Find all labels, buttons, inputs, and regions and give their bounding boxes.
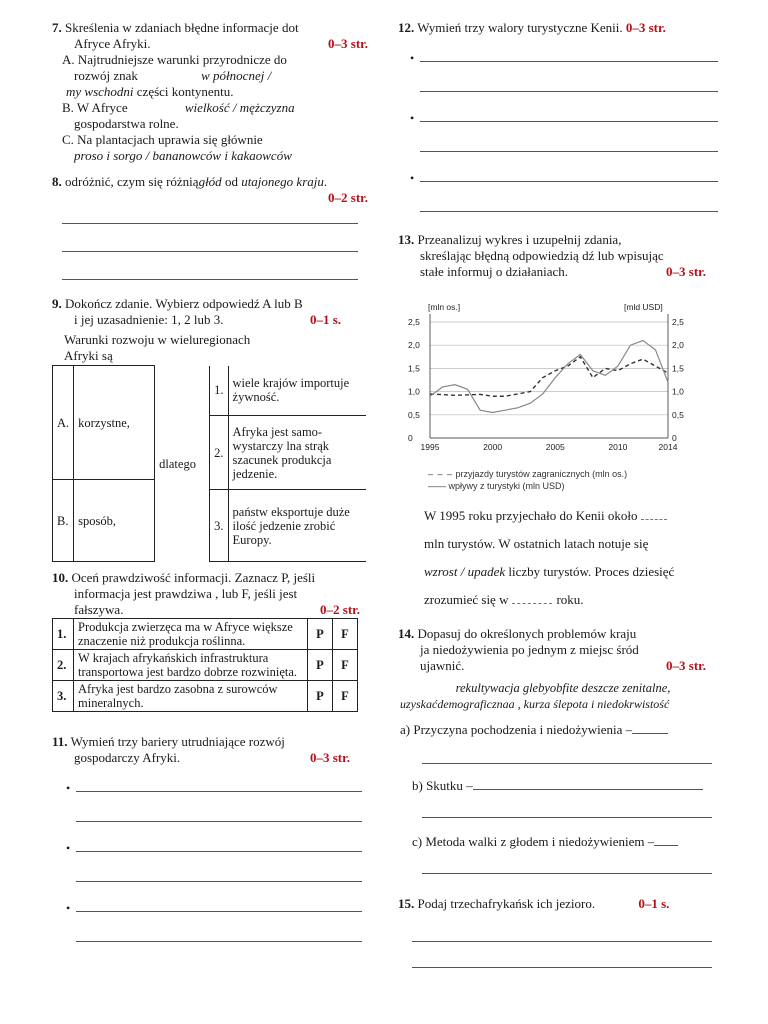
- q10-table: [52, 618, 358, 712]
- q11-answer-line-1b[interactable]: [76, 820, 362, 822]
- q7-prompt-line2: Afryce Afryki.: [74, 36, 151, 51]
- question-11: [52, 734, 368, 942]
- q8-points: 0–2 str.: [328, 190, 368, 205]
- series-line-arrivals: [430, 357, 668, 396]
- q10-row3-text: Afryka jest bardzo zasobna z surowców mineralnych.: [74, 681, 308, 712]
- q9-opt1-text: wiele krajów importuje żywność.: [228, 366, 366, 416]
- q7-a-line2b: w północnej /: [201, 68, 272, 83]
- q12-prompt: Wymień trzy walory turystyczne Kenii.: [417, 20, 623, 35]
- q10-row2-p[interactable]: P: [308, 650, 333, 681]
- y-tick-right: 0,5: [672, 409, 684, 420]
- q9-opt3-num[interactable]: 3.: [210, 490, 228, 562]
- bullet-icon: •: [410, 111, 415, 125]
- q11-prompt-line1: Wymień trzy bariery utrudniające rozwój: [70, 734, 285, 749]
- q9-opt3-text: państw eksportuje duże ilość jedzenie zrobić Europy.: [228, 490, 366, 562]
- q10-row3-f[interactable]: F: [333, 681, 358, 712]
- q14-c-label: c) Metoda walki z głodem i niedożywieniem –: [412, 834, 655, 849]
- q7-b-line2: gospodarstwa rolne.: [74, 116, 179, 131]
- y-tick-right: 1,5: [672, 363, 684, 374]
- x-tick-label: 2010: [608, 442, 628, 452]
- y-tick-left: 2,0: [408, 340, 420, 351]
- q14-c-blank[interactable]: [654, 844, 678, 846]
- q15-points: 0–1 s.: [638, 896, 670, 911]
- q8-number: 8.: [52, 174, 62, 189]
- right-column: [398, 20, 728, 968]
- q10-row2-text: W krajach afrykańskich infrastruktura transportowa jest bardzo dobrze rozwinięta.: [74, 650, 308, 681]
- left-column: [52, 20, 368, 942]
- q13-sentence3b: roku.: [556, 592, 584, 607]
- y-tick-left: 0,5: [408, 409, 420, 420]
- q14-word-bank-2: uzyskaćdemograficznaa , kurza ślepota i niedokrwistość: [400, 697, 670, 711]
- q11-prompt-line2: gospodarczy Afryki.: [74, 750, 181, 765]
- q7-b-line1b: wielkość / mężczyzna: [184, 100, 295, 115]
- q10-prompt-line2: informacja jest prawdziwa , lub F, jeśli jest: [74, 586, 298, 601]
- x-tick-label: 2005: [545, 442, 565, 452]
- q9-opt2-num[interactable]: 2.: [210, 416, 228, 490]
- q13-points: 0–3 str.: [666, 264, 706, 279]
- q10-row3-num: 3.: [53, 681, 74, 712]
- y-tick-right: 2,5: [672, 317, 684, 327]
- y-tick-left: 2,5: [408, 317, 420, 327]
- q14-prompt-line3: ujawnić.: [420, 658, 465, 673]
- q7-a-line3a: my wschodni: [66, 84, 134, 99]
- q10-row1-text: Produkcja zwierzęca ma w Afryce większe znaczenie niż produkcja roślinna.: [74, 619, 308, 650]
- q8-answer-line-2[interactable]: [62, 250, 358, 252]
- q13-prompt-line2: skreślając błędną odpowiedzią dź lub wpisując: [420, 248, 664, 263]
- question-15: [398, 896, 728, 968]
- q10-row1-num: 1.: [53, 619, 74, 650]
- q14-b-answer-line[interactable]: [422, 816, 712, 818]
- q13-number: 13.: [398, 232, 415, 247]
- q10-row2-f[interactable]: F: [333, 650, 358, 681]
- q11-answer-line-2b[interactable]: [76, 880, 362, 882]
- q14-a-label: a) Przyczyna pochodzenia i niedożywienia –: [400, 722, 633, 737]
- q11-answer-line-3[interactable]: [66, 901, 362, 915]
- q13-blank-2[interactable]: [512, 603, 552, 604]
- y-tick-right: 2,0: [672, 340, 684, 351]
- q11-answer-line-2[interactable]: [66, 841, 362, 855]
- q14-b-blank[interactable]: [473, 788, 703, 790]
- question-14: [398, 626, 728, 874]
- q12-answer-line-2b[interactable]: [420, 150, 718, 152]
- legend-arrivals-label: przyjazdy turystów zagranicznych (mln os.): [455, 469, 628, 479]
- q7-number: 7.: [52, 20, 62, 35]
- question-13: [398, 232, 728, 608]
- y-tick-left: 0: [408, 433, 413, 443]
- q14-points: 0–3 str.: [666, 658, 706, 673]
- q9-prompt-line1: Dokończ zdanie. Wybierz odpowiedź A lub B: [65, 296, 303, 311]
- q8-text-c: od: [224, 174, 238, 189]
- q9-a-label[interactable]: A.: [53, 366, 74, 480]
- q13-sentence2a[interactable]: wzrost / upadek: [424, 564, 506, 579]
- q7-prompt-line1: Skreślenia w zdaniach błędne informacje dot: [65, 20, 299, 35]
- question-9: [52, 296, 368, 562]
- series-line-revenue: [430, 341, 668, 413]
- q10-row2-num: 2.: [53, 650, 74, 681]
- q7-a-line2a: rozwój znak: [74, 68, 138, 83]
- question-8: [52, 174, 368, 280]
- q10-row-1: [53, 619, 358, 650]
- y-tick-right: 0: [672, 433, 677, 443]
- x-tick-label: 2000: [483, 442, 503, 452]
- x-tick-label: 2014: [658, 442, 678, 452]
- q14-a-answer-line[interactable]: [422, 762, 712, 764]
- legend-dashed-line-icon: – – –: [428, 469, 454, 479]
- q9-b-text: sposób,: [74, 480, 155, 562]
- q12-answer-line-1[interactable]: [410, 51, 718, 65]
- y-unit-right: [mld USD]: [624, 302, 663, 312]
- q8-text-b: głód: [198, 174, 222, 189]
- q7-c-line1: C. Na plantacjach uprawia się głównie: [62, 132, 263, 147]
- y-unit-left: [mln os.]: [428, 302, 461, 312]
- q10-row-3: [53, 681, 358, 712]
- q13-prompt-line3: stałe informuj o działaniach.: [420, 264, 569, 279]
- q13-prompt-line1: Przeanalizuj wykres i uzupełnij zdania,: [417, 232, 622, 247]
- q8-text-d: utajonego kraju: [241, 174, 324, 189]
- q10-prompt-line3: fałszywa.: [74, 602, 124, 617]
- q14-word-bank-1: rekultywacja glebyobfite deszcze zenitalne,: [455, 681, 671, 695]
- question-12: [398, 20, 728, 212]
- q7-points: 0–3 str.: [328, 36, 368, 51]
- q7-a-line3b: części kontynentu.: [136, 84, 234, 99]
- q14-prompt-line2: ja niedożywienia po jednym z miejsc śród: [420, 642, 639, 657]
- legend-solid-line-icon: ——: [428, 481, 446, 491]
- q9-intro-line1: Warunki rozwoju w wieluregionach: [64, 332, 251, 347]
- q14-number: 14.: [398, 626, 415, 641]
- chart-series: [430, 341, 668, 413]
- bullet-icon: •: [66, 781, 71, 795]
- bullet-icon: •: [66, 841, 71, 855]
- y-tick-left: 1,5: [408, 363, 420, 374]
- q7-a-line1: A. Najtrudniejsze warunki przyrodnicze do: [62, 52, 287, 67]
- q10-row-2: [53, 650, 358, 681]
- q7-c-line2: proso i sorgo / bananowców i kakaowców: [74, 148, 292, 163]
- q9-b-label[interactable]: B.: [53, 480, 74, 562]
- q8-text-a: odróżnić, czym się różnią: [65, 174, 199, 189]
- q14-a-blank[interactable]: [632, 732, 668, 734]
- q9-dlatego: dlatego: [155, 366, 210, 562]
- q11-answer-line-1[interactable]: [66, 781, 362, 795]
- q10-points: 0–2 str.: [320, 602, 360, 617]
- q9-opt1-num[interactable]: 1.: [210, 366, 228, 416]
- y-tick-right: 1,0: [672, 386, 684, 397]
- q13-sentence2b: liczby turystów. Proces dziesięć: [508, 564, 675, 579]
- q11-number: 11.: [52, 734, 68, 749]
- chart-labels: [408, 302, 684, 452]
- q10-prompt-line1: Oceń prawdziwość informacji. Zaznacz P, jeśli: [71, 570, 316, 585]
- q13-sentence3a: zrozumieć się w: [424, 592, 509, 607]
- q9-number: 9.: [52, 296, 62, 311]
- q11-answer-line-3b[interactable]: [76, 940, 362, 942]
- q15-number: 15.: [398, 896, 415, 911]
- q11-points: 0–3 str.: [310, 750, 350, 765]
- chart-grid: [430, 314, 668, 438]
- q13-sentence1b: mln turystów. W ostatnich latach notuje się: [424, 536, 649, 551]
- q7-b-line1a: B. W Afryce: [62, 100, 128, 115]
- q12-points: 0–3 str.: [625, 20, 666, 35]
- q15-answer-line-1[interactable]: [412, 940, 712, 942]
- legend-revenue-label: wpływy z turystyki (mln USD): [448, 481, 565, 491]
- q15-answer-line-2[interactable]: [412, 966, 712, 968]
- tourism-chart: [398, 288, 698, 498]
- q8-text-e: .: [323, 174, 328, 189]
- q12-answer-line-3b[interactable]: [420, 210, 718, 212]
- q14-prompt-line1: Dopasuj do określonych problemów kraju: [417, 626, 637, 641]
- x-tick-label: 1995: [420, 442, 440, 452]
- q13-sentence1a: W 1995 roku przyjechało do Kenii około: [424, 508, 638, 523]
- question-7: [52, 20, 368, 164]
- q10-row1-f[interactable]: F: [333, 619, 358, 650]
- tourism-chart-svg: [398, 288, 698, 500]
- q9-prompt-line2: i jej uzasadnienie: 1, 2 lub 3.: [74, 312, 224, 327]
- q10-number: 10.: [52, 570, 69, 585]
- q12-number: 12.: [398, 20, 415, 35]
- q10-row1-p[interactable]: P: [308, 619, 333, 650]
- q8-answer-line-3[interactable]: [62, 278, 358, 280]
- bullet-icon: •: [410, 171, 415, 185]
- q12-answer-line-3[interactable]: [410, 171, 718, 185]
- bullet-icon: •: [66, 901, 71, 915]
- q9-intro-line2: Afryki są: [64, 348, 113, 363]
- bullet-icon: •: [410, 51, 415, 65]
- q14-b-label: b) Skutku –: [412, 778, 473, 793]
- q14-c-answer-line[interactable]: [422, 872, 712, 874]
- q9-table: [52, 365, 366, 562]
- q13-blank-1[interactable]: [641, 519, 667, 520]
- q12-answer-line-1b[interactable]: [420, 90, 718, 92]
- q9-a-text: korzystne,: [74, 366, 155, 480]
- q15-prompt: Podaj trzechafrykańsk ich jezioro.: [417, 896, 596, 911]
- q8-answer-line-1[interactable]: [62, 222, 358, 224]
- question-10: [52, 570, 368, 712]
- q9-points: 0–1 s.: [310, 312, 342, 327]
- q12-answer-line-2[interactable]: [410, 111, 718, 125]
- q9-opt2-text: Afryka jest samo-wystarczy lna strąk szacunek produkcja jedzenie.: [228, 416, 366, 490]
- y-tick-left: 1,0: [408, 386, 420, 397]
- q10-row3-p[interactable]: P: [308, 681, 333, 712]
